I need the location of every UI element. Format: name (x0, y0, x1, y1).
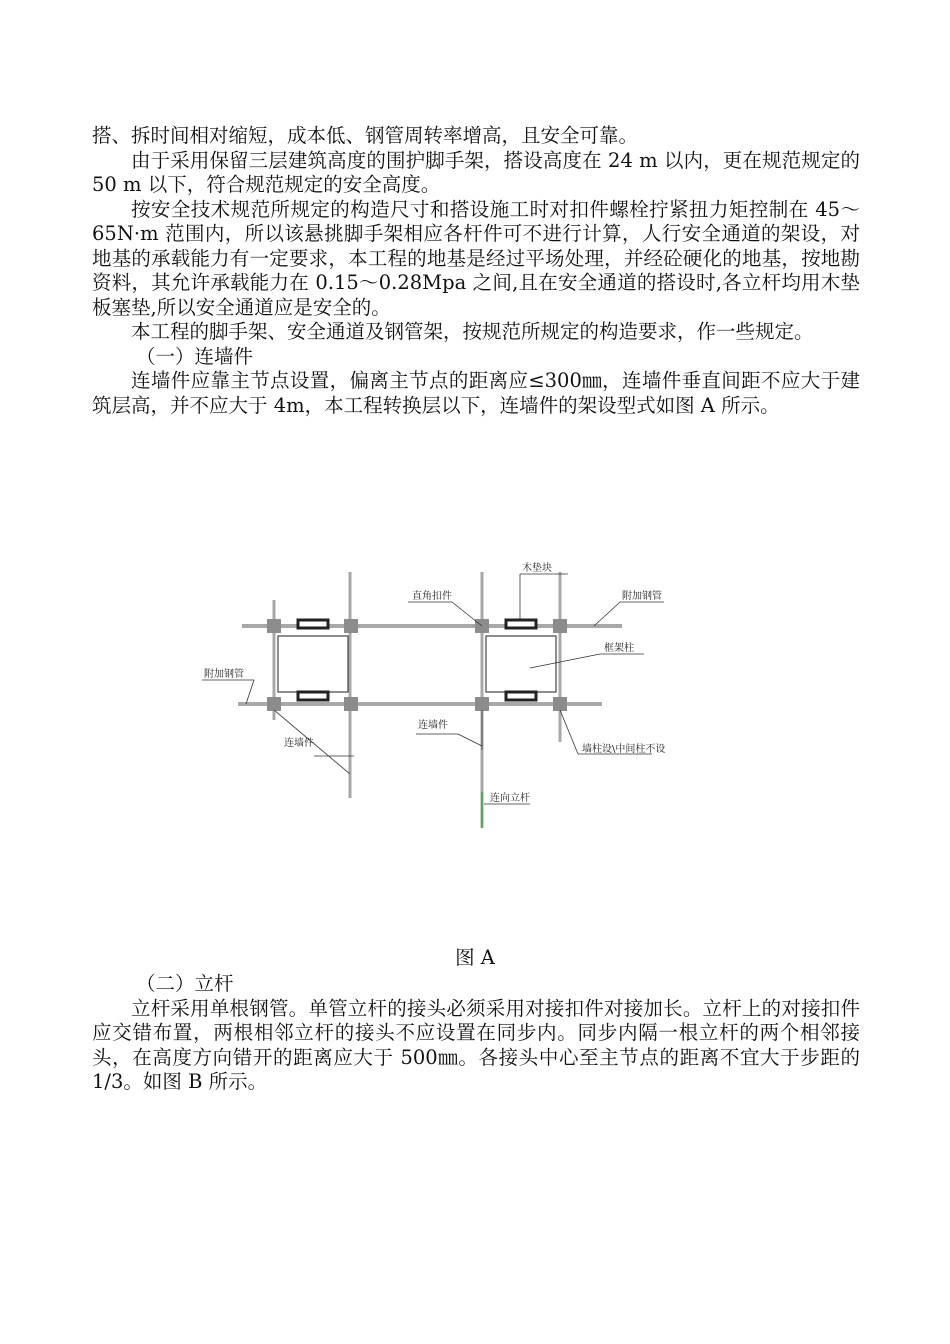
figure-a-svg (190, 560, 670, 840)
paragraph-5: 连墙件应靠主节点设置，偏离主节点的距离应≤300㎜，连墙件垂直间距不应大于建筑层高，并不应大于 4m，本工程转换层以下，连墙件的架设型式如图 A 所示。 (92, 369, 860, 417)
label-wall-tie-left: 连墙件 (284, 738, 314, 749)
clamp-node (475, 697, 489, 711)
wood-block (506, 620, 536, 628)
document-body-lower (92, 972, 860, 1095)
paragraph-1: 搭、拆时间相对缩短，成本低、钢管周转率增高，且安全可靠。 (92, 124, 639, 147)
clamp-node (344, 619, 358, 633)
paragraph-2: 由于采用保留三层建筑高度的围护脚手架，搭设高度在 24 m 以内，更在规范规定的 50 m 以下，符合规范规定的安全高度。 (92, 148, 860, 196)
label-wood-block: 木垫块 (522, 563, 552, 574)
clamp-node (344, 697, 358, 711)
label-vertical-pole: 连向立杆 (490, 793, 530, 804)
leader-right-angle-clamp (452, 602, 482, 626)
label-right-angle-clamp: 直角扣件 (412, 591, 452, 602)
label-additional-pipe-left: 附加钢管 (204, 669, 244, 680)
leader-wall-tie-mid (458, 734, 482, 746)
label-middle-column-note: 墙柱设\中间柱不设 (582, 744, 666, 755)
frame-column-left (278, 636, 348, 692)
label-additional-pipe-right: 附加钢管 (622, 591, 662, 602)
wood-block (298, 620, 328, 628)
leader-additional-pipe-left (246, 680, 254, 704)
figure-a-diagram (190, 560, 670, 840)
label-frame-column: 框架柱 (604, 643, 634, 654)
paragraph-3: 按安全技术规范所规定的构造尺寸和搭设施工时对扣件螺栓拧紧扭力矩控制在 45～65N·m 范围内，所以该悬挑脚手架相应各杆件可不进行计算，人行安全通道的架设，对地基的承载能力有一定要求，本工程的地基是经过平场处理，并经砼硬化的地基，按地勘资料，其允许承载能力在 0.15～0.28Mpa 之间,且在安全通道的搭设时,各立杆均用木垫板塞垫,所以安全通道应是安全的。 (92, 197, 860, 319)
figure-a-caption: 图 A (455, 946, 495, 969)
clamp-node (267, 697, 281, 711)
leader-additional-pipe-right (594, 602, 620, 626)
clamp-node (553, 697, 567, 711)
label-wall-tie-mid: 连墙件 (418, 720, 448, 731)
section-heading-wall-ties: （一）连墙件 (136, 344, 254, 368)
paragraph-6: 立杆采用单根钢管。单管立杆的接头必须采用对接扣件对接加长。立杆上的对接扣件应交错布置，两根相邻立杆的接头不应设置在同步内。同步内隔一根立杆的两个相邻接头，在高度方向错开的距离应大于 500㎜。各接头中心至主节点的距离不宜大于步距的 1/3。如图 B 所示。 (92, 996, 860, 1093)
leader-middle-column (560, 710, 578, 754)
wood-block (298, 692, 328, 700)
wood-block (506, 692, 536, 700)
clamp-node (267, 619, 281, 633)
clamp-node (553, 619, 567, 633)
section-heading-vertical-poles: （二）立杆 (136, 972, 234, 995)
paragraph-4: 本工程的脚手架、安全通道及钢管架，按规范所规定的构造要求，作一些规定。 (131, 320, 814, 343)
document-body (92, 124, 860, 418)
frame-column-right (486, 636, 556, 692)
